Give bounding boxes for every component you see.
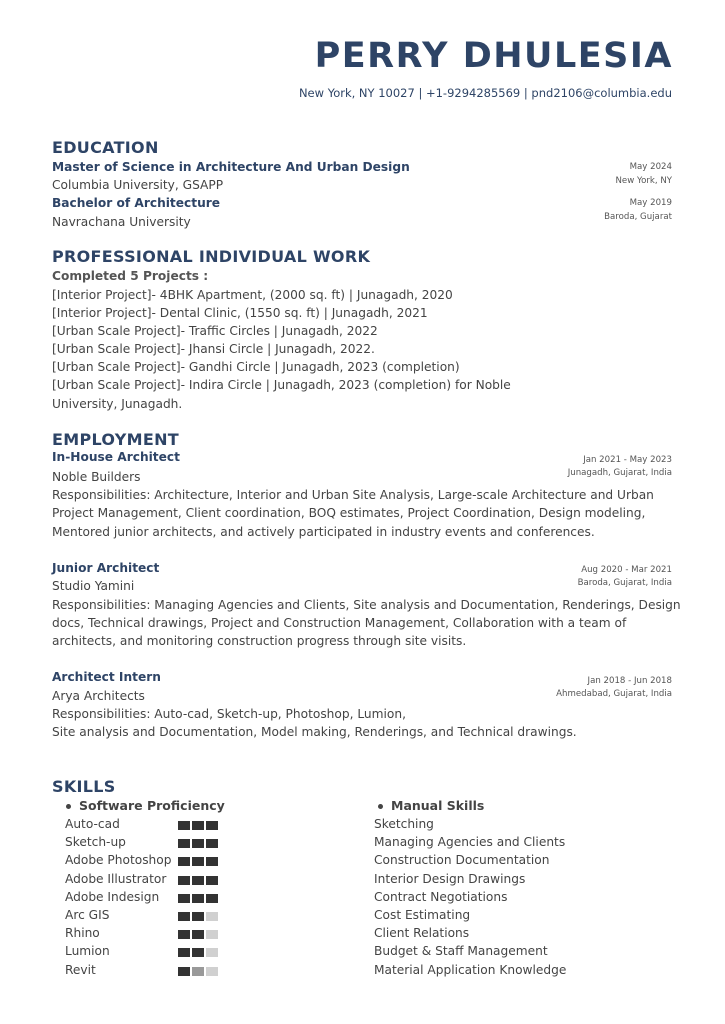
software-skill-row xyxy=(65,835,235,853)
skill-rating-bar xyxy=(192,839,204,848)
job-responsibility-line: Site analysis and Documentation, Model making, Renderings, and Technical drawings. xyxy=(52,725,577,739)
skill-rating-bar xyxy=(206,876,218,885)
skill-rating-bar xyxy=(192,894,204,903)
skill-rating-bars xyxy=(178,912,220,922)
work-line: [Urban Scale Project]- Jhansi Circle | Junagadh, 2022. xyxy=(52,342,375,356)
job-responsibility-line: Mentored junior architects, and actively participated in industry events and conferences. xyxy=(52,525,595,539)
software-skill-name: Lumion xyxy=(65,944,110,959)
job-responsibility-line: architects, and monitoring construction progress through site visits. xyxy=(52,634,467,648)
education-heading: EDUCATION xyxy=(52,138,159,157)
software-skill-row xyxy=(65,944,235,962)
skill-rating-bar xyxy=(192,930,204,939)
education-location-1: New York, NY xyxy=(615,176,672,186)
job-date-1: Jan 2021 - May 2023 xyxy=(583,455,672,465)
skill-rating-bar xyxy=(192,857,204,866)
contact-info: New York, NY 10027 | +1-9294285569 | pnd2106@columbia.edu xyxy=(298,86,672,100)
skill-rating-bar xyxy=(178,948,190,957)
skill-rating-bar xyxy=(178,876,190,885)
work-subtitle: Completed 5 Projects : xyxy=(52,269,209,283)
skill-rating-bars xyxy=(178,821,220,831)
software-skill-row xyxy=(65,963,235,981)
skill-rating-bars xyxy=(178,894,220,904)
software-skill-row xyxy=(65,853,235,871)
education-school-2: Navrachana University xyxy=(52,215,191,229)
manual-skill-item: Sketching xyxy=(374,817,434,831)
job-location-2: Baroda, Gujarat, India xyxy=(577,578,672,588)
job-date-3: Jan 2018 - Jun 2018 xyxy=(587,676,672,686)
manual-skills-heading xyxy=(378,798,484,813)
bullet-icon xyxy=(66,804,71,809)
software-skill-row xyxy=(65,872,235,890)
skill-rating-bar xyxy=(178,967,190,976)
bullet-icon xyxy=(378,804,383,809)
skill-rating-bars xyxy=(178,967,220,977)
skill-rating-bar xyxy=(206,839,218,848)
software-skill-name: Adobe Indesign xyxy=(65,889,160,904)
manual-skill-item: Cost Estimating xyxy=(374,908,471,922)
manual-skill-item: Managing Agencies and Clients xyxy=(374,835,566,850)
skill-rating-bar xyxy=(192,876,204,885)
job-responsibility-line: docs, Technical drawings, Project and Construction Management, Collaboration with a team of xyxy=(52,616,627,630)
manual-skill-item: Construction Documentation xyxy=(374,853,550,868)
education-school-1: Columbia University, GSAPP xyxy=(52,178,224,192)
skill-rating-bar xyxy=(178,894,190,903)
job-responsibility-line: Responsibilities: Managing Agencies and Clients, Site analysis and Documentation, Renderings, Design xyxy=(52,598,681,612)
job-location-1: Junagadh, Gujarat, India xyxy=(567,468,672,478)
skill-rating-bar xyxy=(206,930,218,939)
education-degree-2: Bachelor of Architecture xyxy=(52,196,221,210)
software-skill-name: Adobe Photoshop xyxy=(65,853,172,868)
education-date-2: May 2019 xyxy=(629,198,672,208)
manual-skill-item: Client Relations xyxy=(374,926,470,941)
skill-rating-bar xyxy=(206,857,218,866)
skill-rating-bar xyxy=(178,930,190,939)
software-proficiency-heading xyxy=(66,798,225,813)
work-line: [Urban Scale Project]- Traffic Circles | Junagadh, 2022 xyxy=(52,324,378,338)
manual-skill-item: Budget & Staff Management xyxy=(374,944,548,959)
skill-rating-bar xyxy=(178,821,190,830)
job-company-1: Noble Builders xyxy=(52,470,141,484)
software-skill-row xyxy=(65,926,235,944)
education-location-2: Baroda, Gujarat xyxy=(604,212,672,222)
skill-rating-bar xyxy=(192,912,204,921)
employment-heading: EMPLOYMENT xyxy=(52,430,179,449)
work-line: [Interior Project]- Dental Clinic, (1550 sq. ft) | Junagadh, 2021 xyxy=(52,306,428,320)
skill-rating-bar xyxy=(206,948,218,957)
job-date-2: Aug 2020 - Mar 2021 xyxy=(581,565,672,575)
software-skill-name: Sketch-up xyxy=(65,835,126,850)
skill-rating-bar xyxy=(206,821,218,830)
job-location-3: Ahmedabad, Gujarat, India xyxy=(556,689,672,699)
job-responsibility-line: Responsibilities: Auto-cad, Sketch-up, Photoshop, Lumion, xyxy=(52,707,406,721)
skill-rating-bar xyxy=(192,821,204,830)
candidate-name: PERRY DHULESIA xyxy=(314,36,673,76)
work-line: [Urban Scale Project]- Indira Circle | Junagadh, 2023 (completion) for Noble xyxy=(52,378,511,392)
work-line: [Urban Scale Project]- Gandhi Circle | Junagadh, 2023 (completion) xyxy=(52,360,460,374)
skill-rating-bar xyxy=(206,967,218,976)
skill-rating-bar xyxy=(192,967,204,976)
skill-rating-bars xyxy=(178,857,220,867)
skill-rating-bar xyxy=(206,894,218,903)
skill-rating-bars xyxy=(178,876,220,886)
skill-rating-bar xyxy=(178,912,190,921)
software-skill-name: Auto-cad xyxy=(65,817,120,831)
skill-rating-bar xyxy=(178,839,190,848)
software-skill-row xyxy=(65,908,235,926)
job-role-2: Junior Architect xyxy=(52,561,160,575)
manual-skill-item: Contract Negotiations xyxy=(374,889,508,904)
skill-rating-bars xyxy=(178,930,220,940)
skill-rating-bars xyxy=(178,948,220,958)
work-line: [Interior Project]- 4BHK Apartment, (2000 sq. ft) | Junagadh, 2020 xyxy=(52,288,453,302)
software-skill-name: Adobe Illustrator xyxy=(65,871,167,886)
education-date-1: May 2024 xyxy=(629,162,672,172)
software-skill-name: Rhino xyxy=(65,926,100,941)
job-company-2: Studio Yamini xyxy=(52,579,135,593)
software-skill-row xyxy=(65,890,235,908)
work-line: University, Junagadh. xyxy=(52,397,183,411)
job-role-1: In-House Architect xyxy=(52,450,180,464)
software-skill-name: Arc GIS xyxy=(65,908,110,922)
skills-heading: SKILLS xyxy=(52,777,116,796)
job-responsibility-line: Responsibilities: Architecture, Interior and Urban Site Analysis, Large-scale Architecture and Urban xyxy=(52,488,654,502)
skill-rating-bar xyxy=(192,948,204,957)
skill-rating-bar xyxy=(178,857,190,866)
manual-skills-label: Manual Skills xyxy=(391,798,485,813)
manual-skill-item: Material Application Knowledge xyxy=(374,962,567,977)
job-company-3: Arya Architects xyxy=(52,689,145,703)
skill-rating-bars xyxy=(178,839,220,849)
manual-skill-item: Interior Design Drawings xyxy=(374,871,526,886)
job-role-3: Architect Intern xyxy=(52,670,161,684)
software-proficiency-label: Software Proficiency xyxy=(79,798,225,813)
software-skill-row xyxy=(65,817,235,835)
work-heading: PROFESSIONAL INDIVIDUAL WORK xyxy=(52,247,371,266)
job-responsibility-line: Project Management, Client coordination, BOQ estimates, Project Coordination, Design modeling, xyxy=(52,506,646,520)
skill-rating-bar xyxy=(206,912,218,921)
education-degree-1: Master of Science in Architecture And Urban Design xyxy=(52,160,410,174)
software-skill-name: Revit xyxy=(65,962,96,977)
